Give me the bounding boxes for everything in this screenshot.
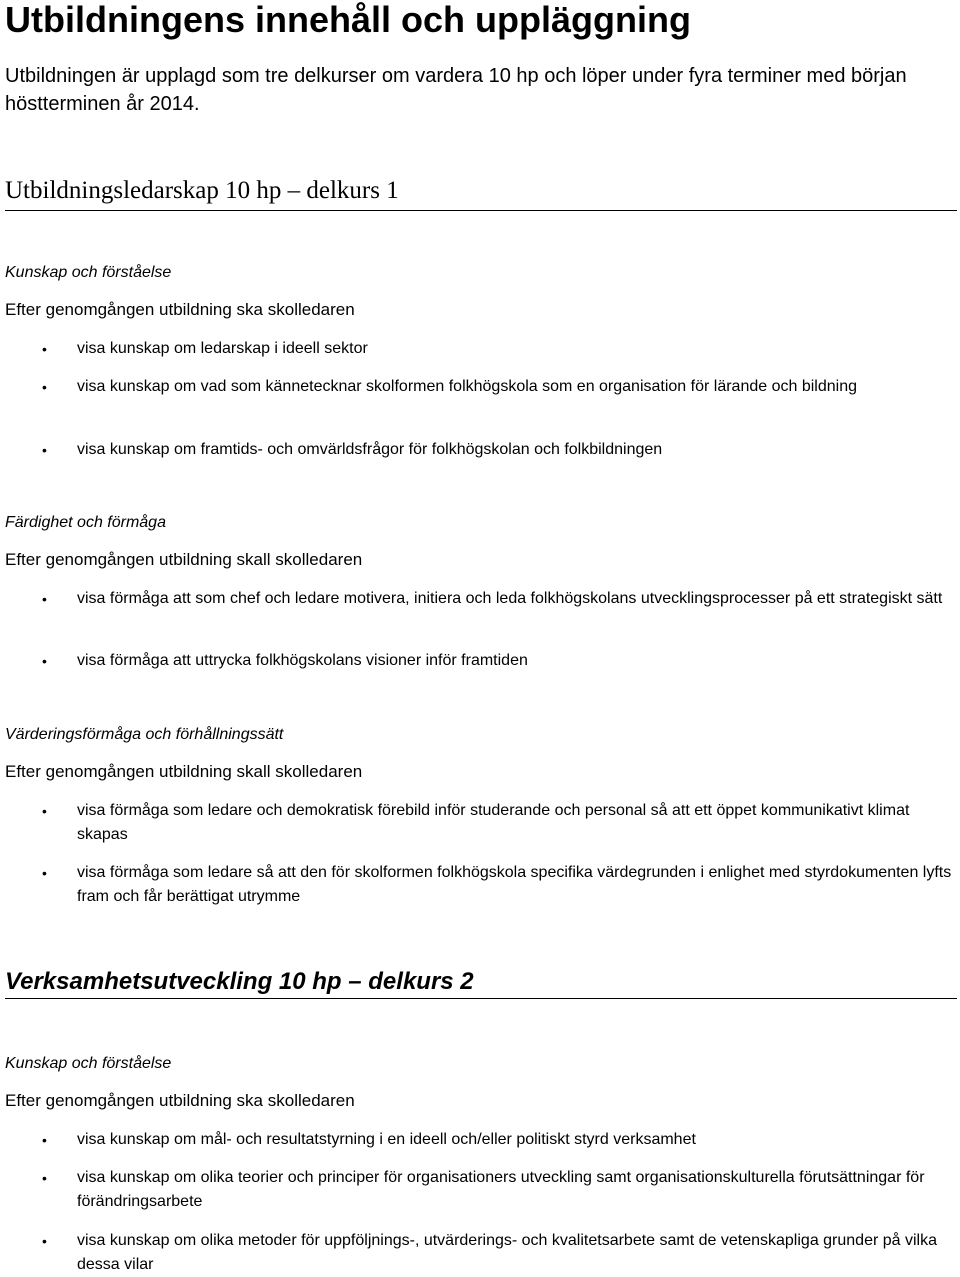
list-item: visa förmåga som ledare och demokratisk förebild inför studerande och personal så att ett öppet kommunikativt klimat skapas bbox=[77, 802, 910, 843]
bullet: • bbox=[42, 803, 47, 819]
bullet: • bbox=[42, 1233, 47, 1249]
list-item: visa kunskap om mål- och resultatstyrning i en ideell och/eller politiskt styrd verksamhet bbox=[77, 1131, 696, 1148]
bullet: • bbox=[42, 591, 47, 607]
list-item: visa förmåga att som chef och ledare motivera, initiera och leda folkhögskolans utvecklingsprocesser på ett strategiskt sätt bbox=[77, 590, 943, 607]
list-item: visa kunskap om olika metoder för uppföljnings-, utvärderings- och kvalitetsarbete samt de vetenskapliga grunder på vilka dessa vilar bbox=[77, 1232, 937, 1273]
list-item: visa kunskap om framtids- och omvärldsfrågor för folkhögskolan och folkbildningen bbox=[77, 441, 663, 458]
intro-paragraph: Utbildningen är upplagd som tre delkurser om vardera 10 hp och löper under fyra terminer med början höstterminen år 2014. bbox=[5, 65, 907, 115]
section-lead: Efter genomgången utbildning skall skolledaren bbox=[5, 762, 363, 781]
section-lead: Efter genomgången utbildning ska skolledaren bbox=[5, 300, 355, 319]
list-item: visa kunskap om vad som kännetecknar skolformen folkhögskola som en organisation för lärande och bildning bbox=[77, 378, 857, 395]
course-2-heading: Verksamhetsutveckling 10 hp – delkurs 2 bbox=[5, 966, 957, 999]
course-1-heading: Utbildningsledarskap 10 hp – delkurs 1 bbox=[5, 174, 957, 211]
list-item: visa förmåga som ledare så att den för skolformen folkhögskola specifika värdegrunden i enlighet med styrdokumenten lyfts fram och får berättigat utrymme bbox=[77, 864, 952, 905]
bullet: • bbox=[42, 1132, 47, 1148]
list-item: visa kunskap om olika teorier och principer för organisationers utveckling samt organisationskulturella förutsättningar för förändringsarbete bbox=[77, 1169, 925, 1210]
bullet: • bbox=[42, 1170, 47, 1186]
list-item: visa kunskap om ledarskap i ideell sektor bbox=[77, 340, 368, 357]
section-subheading: Kunskap och förståelse bbox=[5, 264, 172, 281]
bullet: • bbox=[42, 442, 47, 458]
bullet: • bbox=[42, 341, 47, 357]
section-lead: Efter genomgången utbildning skall skolledaren bbox=[5, 550, 363, 569]
section-subheading: Färdighet och förmåga bbox=[5, 514, 166, 531]
bullet: • bbox=[42, 379, 47, 395]
bullet: • bbox=[42, 653, 47, 669]
list-item: visa förmåga att uttrycka folkhögskolans visioner inför framtiden bbox=[77, 652, 528, 669]
bullet: • bbox=[42, 865, 47, 881]
page-title: Utbildningens innehåll och uppläggning bbox=[5, 0, 691, 40]
section-subheading: Kunskap och förståelse bbox=[5, 1055, 172, 1072]
section-subheading: Värderingsförmåga och förhållningssätt bbox=[5, 726, 284, 743]
section-lead: Efter genomgången utbildning ska skolledaren bbox=[5, 1091, 355, 1110]
